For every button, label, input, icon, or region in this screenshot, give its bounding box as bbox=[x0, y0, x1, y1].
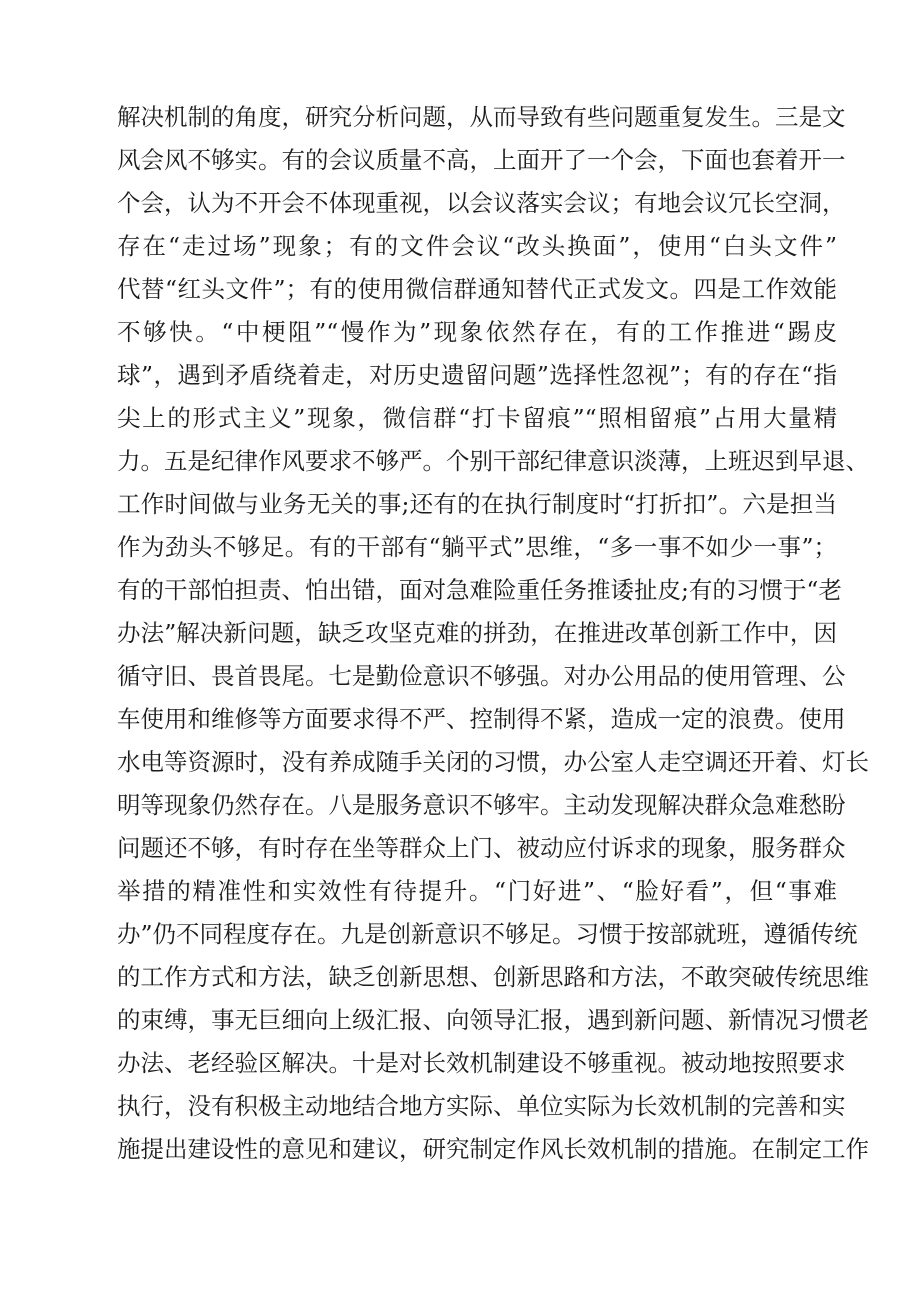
text-line: 施提出建设性的意见和建议，研究制定作风长效机制的措施。在制定工作 bbox=[117, 1135, 869, 1163]
text-line: 举措的精准性和实效性有待提升。“门好进”、“脸好看”，但“事难 bbox=[117, 877, 837, 905]
text-line: 的束缚，事无巨细向上级汇报、向领导汇报，遇到新问题、新情况习惯老 bbox=[117, 1006, 869, 1034]
text-line: 明等现象仍然存在。八是服务意识不够牢。主动发现解决群众急难愁盼 bbox=[117, 791, 846, 819]
text-line: 风会风不够实。有的会议质量不高，上面开了一个会，下面也套着开一 bbox=[117, 146, 846, 174]
text-line: 作为劲头不够足。有的干部有“躺平式”思维，“多一事不如少一事”； bbox=[117, 533, 837, 561]
text-line: 个会，认为不开会不体现重视，以会议落实会议；有地会议冗长空洞， bbox=[117, 189, 846, 217]
body-text bbox=[117, 96, 869, 1171]
text-line: 执行，没有积极主动地结合地方实际、单位实际为长效机制的完善和实 bbox=[117, 1092, 846, 1120]
text-line: 代替“红头文件”；有的使用微信群通知替代正式发文。四是工作效能 bbox=[117, 275, 837, 303]
text-line: 办法”解决新问题，缺乏攻坚克难的拼劲，在推进改革创新工作中，因 bbox=[117, 619, 837, 647]
text-line: 工作时间做与业务无关的事;还有的在执行制度时“打折扣”。六是担当 bbox=[117, 490, 837, 518]
text-line: 尖上的形式主义”现象，微信群“打卡留痕”“照相留痕”占用大量精 bbox=[117, 404, 837, 432]
text-line: 问题还不够，有时存在坐等群众上门、被动应付诉求的现象，服务群众 bbox=[117, 834, 846, 862]
text-line: 解决机制的角度，研究分析问题，从而导致有些问题重复发生。三是文 bbox=[117, 103, 846, 131]
text-line: 力。五是纪律作风要求不够严。个别干部纪律意识淡薄，上班迟到早退、 bbox=[117, 447, 869, 475]
text-line: 有的干部怕担责、怕出错，面对急难险重任务推诿扯皮;有的习惯于“老 bbox=[117, 576, 842, 604]
text-line: 球”，遇到矛盾绕着走，对历史遗留问题”选择性忽视”；有的存在“指 bbox=[117, 361, 837, 389]
text-line: 办法、老经验区解决。十是对长效机制建设不够重视。被动地按照要求 bbox=[117, 1049, 846, 1077]
text-line: 办”仍不同程度存在。九是创新意识不够足。习惯于按部就班，遵循传统 bbox=[117, 920, 858, 948]
text-line: 循守旧、畏首畏尾。七是勤俭意识不够强。对办公用品的使用管理、公 bbox=[117, 662, 846, 690]
text-line: 存在“走过场”现象；有的文件会议“改头换面”，使用“白头文件” bbox=[117, 232, 837, 260]
text-line: 的工作方式和方法，缺乏创新思想、创新思路和方法，不敢突破传统思维 bbox=[117, 963, 869, 991]
text-line: 不够快。“中梗阻”“慢作为”现象依然存在，有的工作推进“踢皮 bbox=[117, 318, 837, 346]
text-line: 水电等资源时，没有养成随手关闭的习惯，办公室人走空调还开着、灯长 bbox=[117, 748, 869, 776]
text-line: 车使用和维修等方面要求得不严、控制得不紧，造成一定的浪费。使用 bbox=[117, 705, 846, 733]
